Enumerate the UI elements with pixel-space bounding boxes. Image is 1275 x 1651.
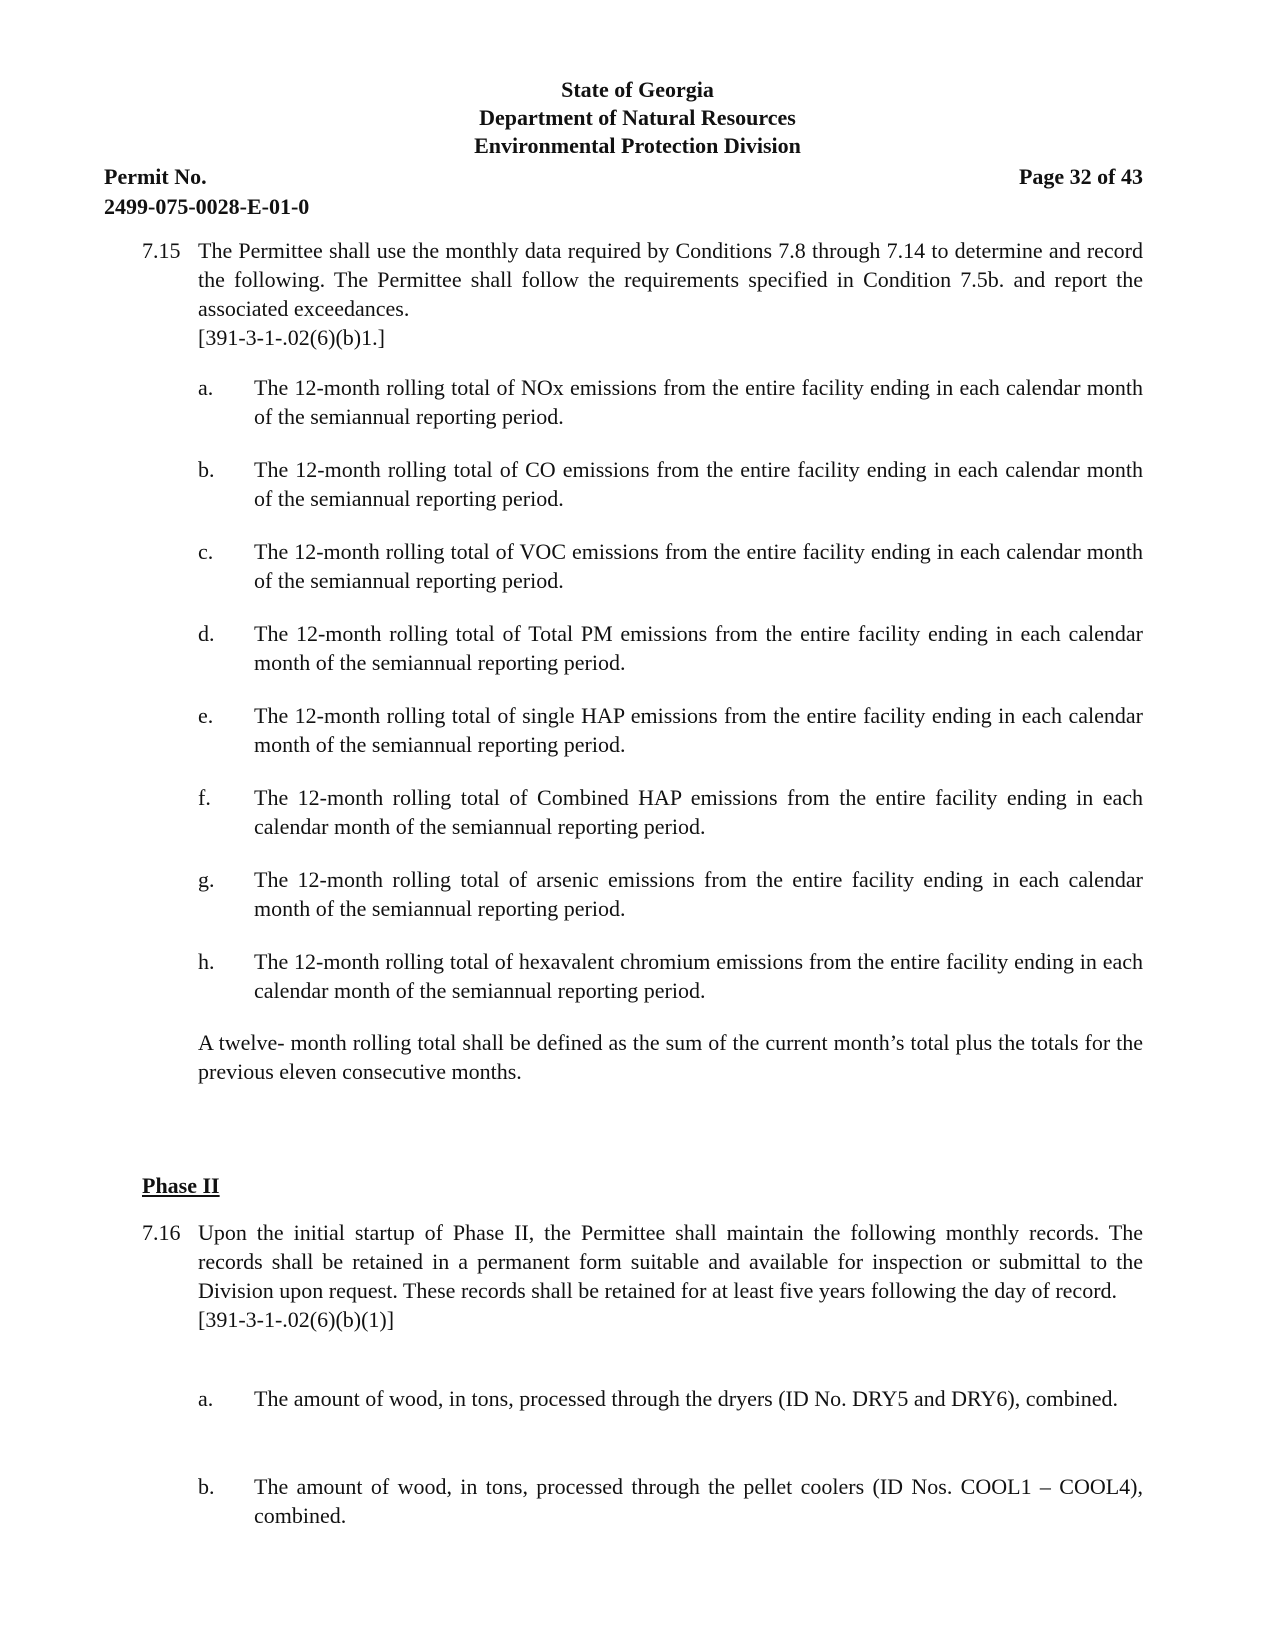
item-text: The 12-month rolling total of Total PM emissions from the entire facility ending in each calendar month of the semiannual reporting period. bbox=[254, 621, 1143, 675]
list-item bbox=[198, 1384, 1143, 1413]
item-text: The 12-month rolling total of arsenic emissions from the entire facility ending in each calendar month of the semiannual reporting period. bbox=[254, 867, 1143, 921]
rolling-total-definition: A twelve- month rolling total shall be defined as the sum of the current month’s total plus the totals for the previous eleven consecutive months. bbox=[198, 1030, 1143, 1084]
section-heading-phase-ii: Phase II bbox=[142, 1173, 220, 1198]
list-item bbox=[198, 455, 1143, 513]
condition-number: 7.15 bbox=[142, 238, 181, 263]
permit-block bbox=[104, 162, 309, 222]
header-department: Department of Natural Resources bbox=[479, 105, 796, 130]
page-number: Page 32 of 43 bbox=[1018, 164, 1143, 189]
item-text: The 12-month rolling total of VOC emissions from the entire facility ending in each calendar month of the semiannual reporting period. bbox=[254, 539, 1143, 593]
item-letter: a. bbox=[198, 1386, 214, 1411]
item-text: The 12-month rolling total of single HAP emissions from the entire facility ending in each calendar month of the semiannual reporting period. bbox=[254, 703, 1143, 757]
list-item bbox=[198, 619, 1143, 677]
item-text: The 12-month rolling total of hexavalent chromium emissions from the entire facility ending in each calendar month of the semiannual reporting period. bbox=[254, 949, 1143, 1003]
condition-text: The Permittee shall use the monthly data required by Conditions 7.8 through 7.14 to determine and record the following. The Permittee shall follow the requirements specified in Condition 7.5b. and report the associated exceedances. bbox=[198, 238, 1143, 321]
list-item bbox=[198, 865, 1143, 923]
list-item bbox=[198, 537, 1143, 595]
item-text: The 12-month rolling total of CO emissions from the entire facility ending in each calendar month of the semiannual reporting period. bbox=[254, 457, 1143, 511]
item-letter: d. bbox=[198, 621, 215, 646]
condition-7-16 bbox=[142, 1218, 1143, 1334]
permit-number: 2499-075-0028-E-01-0 bbox=[104, 194, 310, 219]
item-letter: g. bbox=[198, 867, 215, 892]
condition-text: Upon the initial startup of Phase II, the Permittee shall maintain the following monthly records. The records shall be retained in a permanent form suitable and available for inspection or submittal to the Division upon request. These records shall be retained for at least five years following the day of record. bbox=[198, 1220, 1143, 1303]
item-text: The 12-month rolling total of Combined HAP emissions from the entire facility ending in each calendar month of the semiannual reporting period. bbox=[254, 785, 1143, 839]
permit-label: Permit No. bbox=[104, 164, 207, 189]
item-text: The amount of wood, in tons, processed through the pellet coolers (ID Nos. COOL1 – COOL4), combined. bbox=[254, 1474, 1143, 1528]
item-letter: b. bbox=[198, 1474, 215, 1499]
condition-7-15 bbox=[142, 236, 1143, 352]
agency-header bbox=[0, 76, 1275, 160]
condition-citation: [391-3-1-.02(6)(b)(1)] bbox=[198, 1307, 395, 1332]
item-letter: c. bbox=[198, 539, 214, 564]
item-letter: f. bbox=[198, 785, 211, 810]
item-letter: b. bbox=[198, 457, 215, 482]
header-state: State of Georgia bbox=[561, 77, 714, 102]
condition-citation: [391-3-1-.02(6)(b)1.] bbox=[198, 325, 385, 350]
condition-number: 7.16 bbox=[142, 1220, 181, 1245]
item-letter: a. bbox=[198, 375, 214, 400]
list-item bbox=[198, 947, 1143, 1005]
list-item bbox=[198, 783, 1143, 841]
item-text: The amount of wood, in tons, processed through the dryers (ID No. DRY5 and DRY6), combined. bbox=[254, 1386, 1118, 1411]
item-letter: e. bbox=[198, 703, 214, 728]
item-letter: h. bbox=[198, 949, 215, 974]
list-item bbox=[198, 373, 1143, 431]
header-division: Environmental Protection Division bbox=[474, 133, 801, 158]
list-item bbox=[198, 701, 1143, 759]
item-text: The 12-month rolling total of NOx emissions from the entire facility ending in each calendar month of the semiannual reporting period. bbox=[254, 375, 1143, 429]
list-item bbox=[198, 1472, 1143, 1530]
